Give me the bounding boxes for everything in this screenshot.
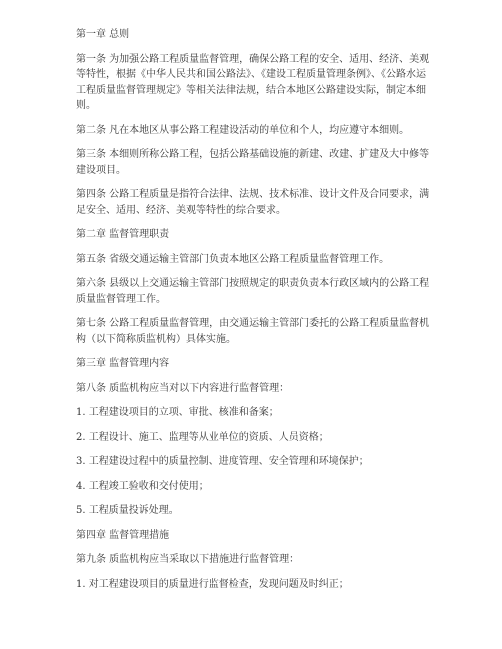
article-8: 第八条 质监机构应当对以下内容进行监督管理： bbox=[76, 382, 290, 394]
list-item: 5. 工程质量投诉处理。 bbox=[76, 505, 179, 516]
article-1: 第一条 为加强公路工程质量监督管理，确保公路工程的安全、适用、经济、美观等特性，根据《中华人民共和国公路法》、《建设工程质量管理条例》、《公路水运工程质量监督管理规定》等相关法律法规，结合本地区公路建设实际，制定本细则。 bbox=[76, 53, 430, 111]
article-2: 第二条 凡在本地区从事公路工程建设活动的单位和个人，均应遵守本细则。 bbox=[76, 124, 410, 136]
article-4: 第四条 公路工程质量是指符合法律、法规、技术标准、设计文件及合同要求，满足安全、适用、经济、美观等特性的综合要求。 bbox=[76, 189, 430, 216]
article-7: 第七条 公路工程质量监督管理，由交通运输主管部门委托的公路工程质量监督机构（以下简称质监机构）具体实施。 bbox=[76, 318, 430, 345]
chapter-1-heading: 第一章 总则 bbox=[76, 29, 130, 40]
article-5: 第五条 省级交通运输主管部门负责本地区公路工程质量监督管理工作。 bbox=[76, 253, 390, 265]
chapter-4-heading: 第四章 监督管理措施 bbox=[76, 529, 170, 541]
article-6: 第六条 县级以上交通运输主管部门按照规定的职责负责本行政区域内的公路工程质量监督管理工作。 bbox=[76, 278, 430, 305]
document-page bbox=[76, 27, 432, 601]
list-item: 1. 工程建设项目的立项、审批、核准和备案； bbox=[76, 407, 279, 418]
chapter-3-heading: 第三章 监督管理内容 bbox=[76, 358, 170, 369]
list-item: 3. 工程建设过程中的质量控制、进度管理、安全管理和环境保护； bbox=[76, 456, 369, 467]
list-item: 1. 对工程建设项目的质量进行监督检查，发现问题及时纠正； bbox=[76, 578, 349, 590]
article-3: 第三条 本细则所称公路工程，包括公路基础设施的新建、改建、扩建及大中修等建设项目。 bbox=[76, 149, 430, 176]
chapter-2-heading: 第二章 监督管理职责 bbox=[76, 229, 170, 240]
list-item: 4. 工程竣工验收和交付使用； bbox=[76, 480, 209, 492]
list-item: 2. 工程设计、施工、监理等从业单位的资质、人员资格； bbox=[76, 431, 329, 443]
article-9: 第九条 质监机构应当采取以下措施进行监督管理： bbox=[76, 554, 300, 565]
